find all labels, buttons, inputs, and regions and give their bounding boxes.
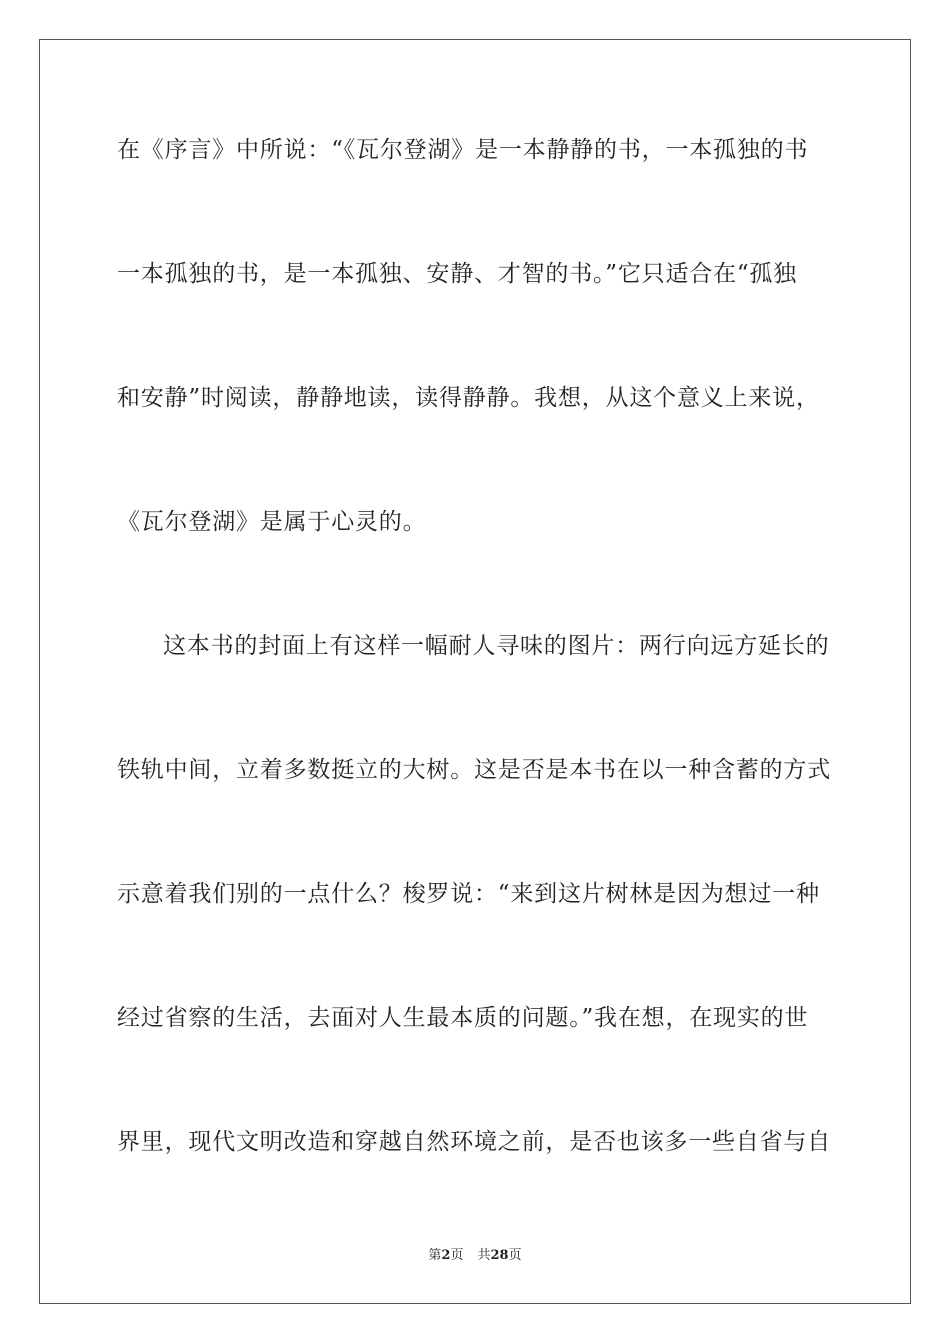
text-line: 这本书的封面上有这样一幅耐人寻味的图片：两行向远方延长的 (163, 633, 830, 659)
total-suffix: 页 (508, 1248, 522, 1263)
text-line: 和安静”时阅读，静静地读，读得静静。我想，从这个意义上来说， (117, 385, 820, 411)
text-line: 铁轨中间，立着多数挺立的大树。这是否是本书在以一种含蓄的方式 (117, 757, 831, 783)
page-suffix: 页 (450, 1248, 464, 1263)
text-line: 经过省察的生活，去面对人生最本质的问题。”我在想，在现实的世 (117, 1005, 809, 1031)
page-number: 2 (441, 1248, 451, 1263)
page-prefix: 第 (428, 1248, 442, 1263)
text-line: 示意着我们别的一点什么？梭罗说：“来到这片树林是因为想过一种 (117, 881, 820, 907)
total-pages: 28 (490, 1248, 509, 1263)
page-border (39, 39, 911, 1304)
text-line: 在《序言》中所说：“《瓦尔登湖》是一本静静的书，一本孤独的书 (117, 137, 809, 163)
text-line: 《瓦尔登湖》是属于心灵的。 (117, 509, 427, 535)
total-prefix: 共 (477, 1248, 491, 1263)
text-line: 界里，现代文明改造和穿越自然环境之前，是否也该多一些自省与自 (117, 1129, 831, 1155)
page-footer (0, 1244, 950, 1263)
text-line: 一本孤独的书，是一本孤独、安静、才智的书。”它只适合在“孤独 (117, 261, 798, 287)
